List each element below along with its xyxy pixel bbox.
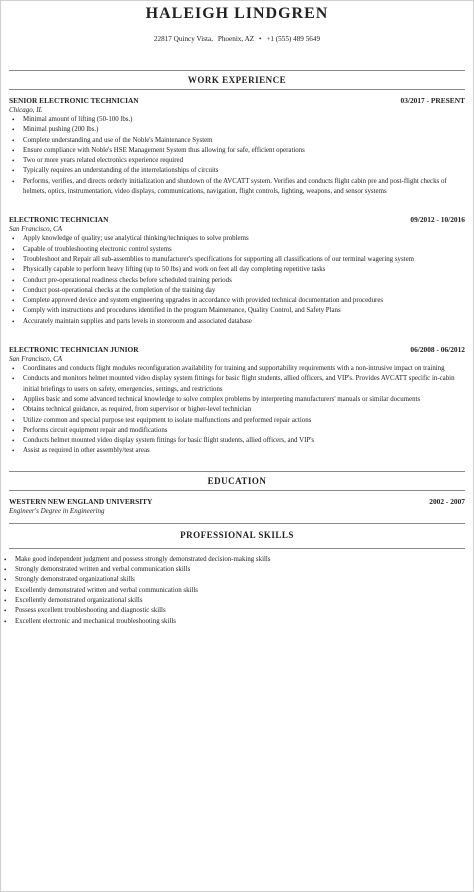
section-title-work: WORK EXPERIENCE xyxy=(187,75,287,85)
candidate-name: HALEIGH LINDGREN xyxy=(145,5,329,22)
divider xyxy=(9,548,465,549)
list-item: • Two or more years related electronics experience required xyxy=(9,156,465,166)
divider xyxy=(9,523,465,524)
job-title: ELECTRONIC TECHNICIAN xyxy=(9,215,109,225)
job-header xyxy=(9,345,465,355)
list-item: • Apply knowledge of quality; use analytical thinking/techniques to solve problems xyxy=(9,234,465,244)
divider xyxy=(9,89,465,90)
contact-line xyxy=(1,34,473,44)
contact-city: Phoenix, AZ xyxy=(217,35,255,43)
education-entry xyxy=(9,497,465,516)
job-dates: 06/2008 - 06/2012 xyxy=(410,345,465,355)
job-entry xyxy=(9,96,465,197)
education-header xyxy=(9,497,465,507)
list-item: • Typically requires an understanding of the interrelationships of circuits xyxy=(9,166,465,176)
list-item: • Ensure compliance with Noble's HSE Management System thus allowing for safe, efficient operations xyxy=(9,146,465,156)
list-item: • Conduct post-operational checks at the completion of the training day xyxy=(9,286,465,296)
list-item: • Make good independent judgment and possess strongly demonstrated decision-making skills xyxy=(1,555,473,565)
list-item: • Conducts helmet mounted video display system fittings for basic flight students, allied officers, and VIP's xyxy=(9,436,465,446)
contact-address: 22817 Quincy Vista, xyxy=(153,35,214,43)
job-location: San Francisco, CA xyxy=(9,225,63,234)
list-item: • Utilize common and special purpose test equipment to isolate malfunctions and preformed repair actions xyxy=(9,416,465,426)
job-bullets xyxy=(9,115,465,197)
job-header xyxy=(9,96,465,106)
skills-list xyxy=(1,555,473,627)
education-dates: 2002 - 2007 xyxy=(429,496,465,506)
contact-separator: • xyxy=(258,35,262,43)
list-item: • Obtains technical guidance, as required, from supervisor or higher-level technician xyxy=(9,405,465,415)
job-bullets xyxy=(9,364,465,457)
list-item: • Minimal pushing (200 lbs.) xyxy=(9,125,465,135)
list-item: • Strongly demonstrated organizational skills xyxy=(1,575,473,585)
degree: Engineer's Degree in Engineering xyxy=(9,506,105,515)
job-title: ELECTRONIC TECHNICIAN JUNIOR xyxy=(9,345,139,355)
list-item: • Excellent electronic and mechanical troubleshooting skills xyxy=(1,617,473,627)
list-item: • Performs, verifies, and directs orderly initialization and shutdown of the AVCATT system. Verifies and conducts flight cabin pre and post-flight checks of helmets, optics, instrumentation, video displays, communications, navigation, flight controls, lighting, weapons, and sensor systems xyxy=(9,177,465,198)
job-header xyxy=(9,215,465,225)
list-item: • Minimal amount of lifting (50-100 lbs.) xyxy=(9,115,465,125)
divider xyxy=(9,490,465,491)
section-title-education: EDUCATION xyxy=(207,475,267,486)
list-item: • Assist as required in other assembly/test areas xyxy=(9,446,465,456)
section-title-skills: PROFESSIONAL SKILLS xyxy=(180,529,294,540)
contact-phone: +1 (555) 489 5649 xyxy=(266,35,321,43)
list-item: • Performs circuit equipment repair and modifications xyxy=(9,426,465,436)
job-dates: 09/2012 - 10/2016 xyxy=(410,215,465,225)
list-item: • Capable of troubleshooting electronic control systems xyxy=(9,245,465,255)
list-item: • Excellently demonstrated organizational skills xyxy=(1,596,473,606)
school-name: WESTERN NEW ENGLAND UNIVERSITY xyxy=(9,496,153,506)
list-item: • Conducts and monitors helmet mounted video display system fittings for basic flight students, allied officers, and VIP's. Provides AVCATT specific in-cabin initial briefings to users on safety, emergencies, settings, and restrictions xyxy=(9,374,465,395)
list-item: • Comply with instructions and procedures identified in the program Maintenance, Quality Control, and Safety Plans xyxy=(9,306,465,316)
job-dates: 03/2017 - PRESENT xyxy=(400,96,465,105)
job-entry xyxy=(9,215,465,327)
list-item: • Physically capable to perform heavy lifting (up to 50 lbs) and work on feet all day completing repetitive tasks xyxy=(9,265,465,275)
list-item: • Coordinates and conducts flight modules reconfiguration availability for training and supportability requirements with a non-intrusive impact on training xyxy=(9,364,465,374)
job-title: SENIOR ELECTRONIC TECHNICIAN xyxy=(9,96,139,105)
job-location: San Francisco, CA xyxy=(9,355,63,364)
list-item: • Excellently demonstrated written and verbal communication skills xyxy=(1,586,473,596)
list-item: • Possess excellent troubleshooting and diagnostic skills xyxy=(1,606,473,616)
job-entry xyxy=(9,345,465,457)
list-item: • Troubleshoot and Repair all sub-assemblies to manufacturer's specifications for supporting all classifications of our terminal wagering system xyxy=(9,255,465,265)
list-item: • Applies basic and some advanced technical knowledge to solve complex problems by interpreting manufacturers' manuals or similar documents xyxy=(9,395,465,405)
list-item: • Accurately maintain supplies and parts levels in storeroom and associated database xyxy=(9,317,465,327)
list-item: • Complete understanding and use of the Noble's Maintenance System xyxy=(9,136,465,146)
divider xyxy=(9,471,465,472)
divider xyxy=(9,70,465,71)
job-location: Chicago, IL xyxy=(9,106,43,114)
list-item: • Strongly demonstrated written and verbal communication skills xyxy=(1,565,473,575)
job-bullets xyxy=(9,234,465,327)
list-item: • Conduct pre-operational readiness checks before scheduled training periods xyxy=(9,276,465,286)
list-item: • Complete approved device and system engineering upgrades in accordance with provided technical documentation and procedures xyxy=(9,296,465,306)
